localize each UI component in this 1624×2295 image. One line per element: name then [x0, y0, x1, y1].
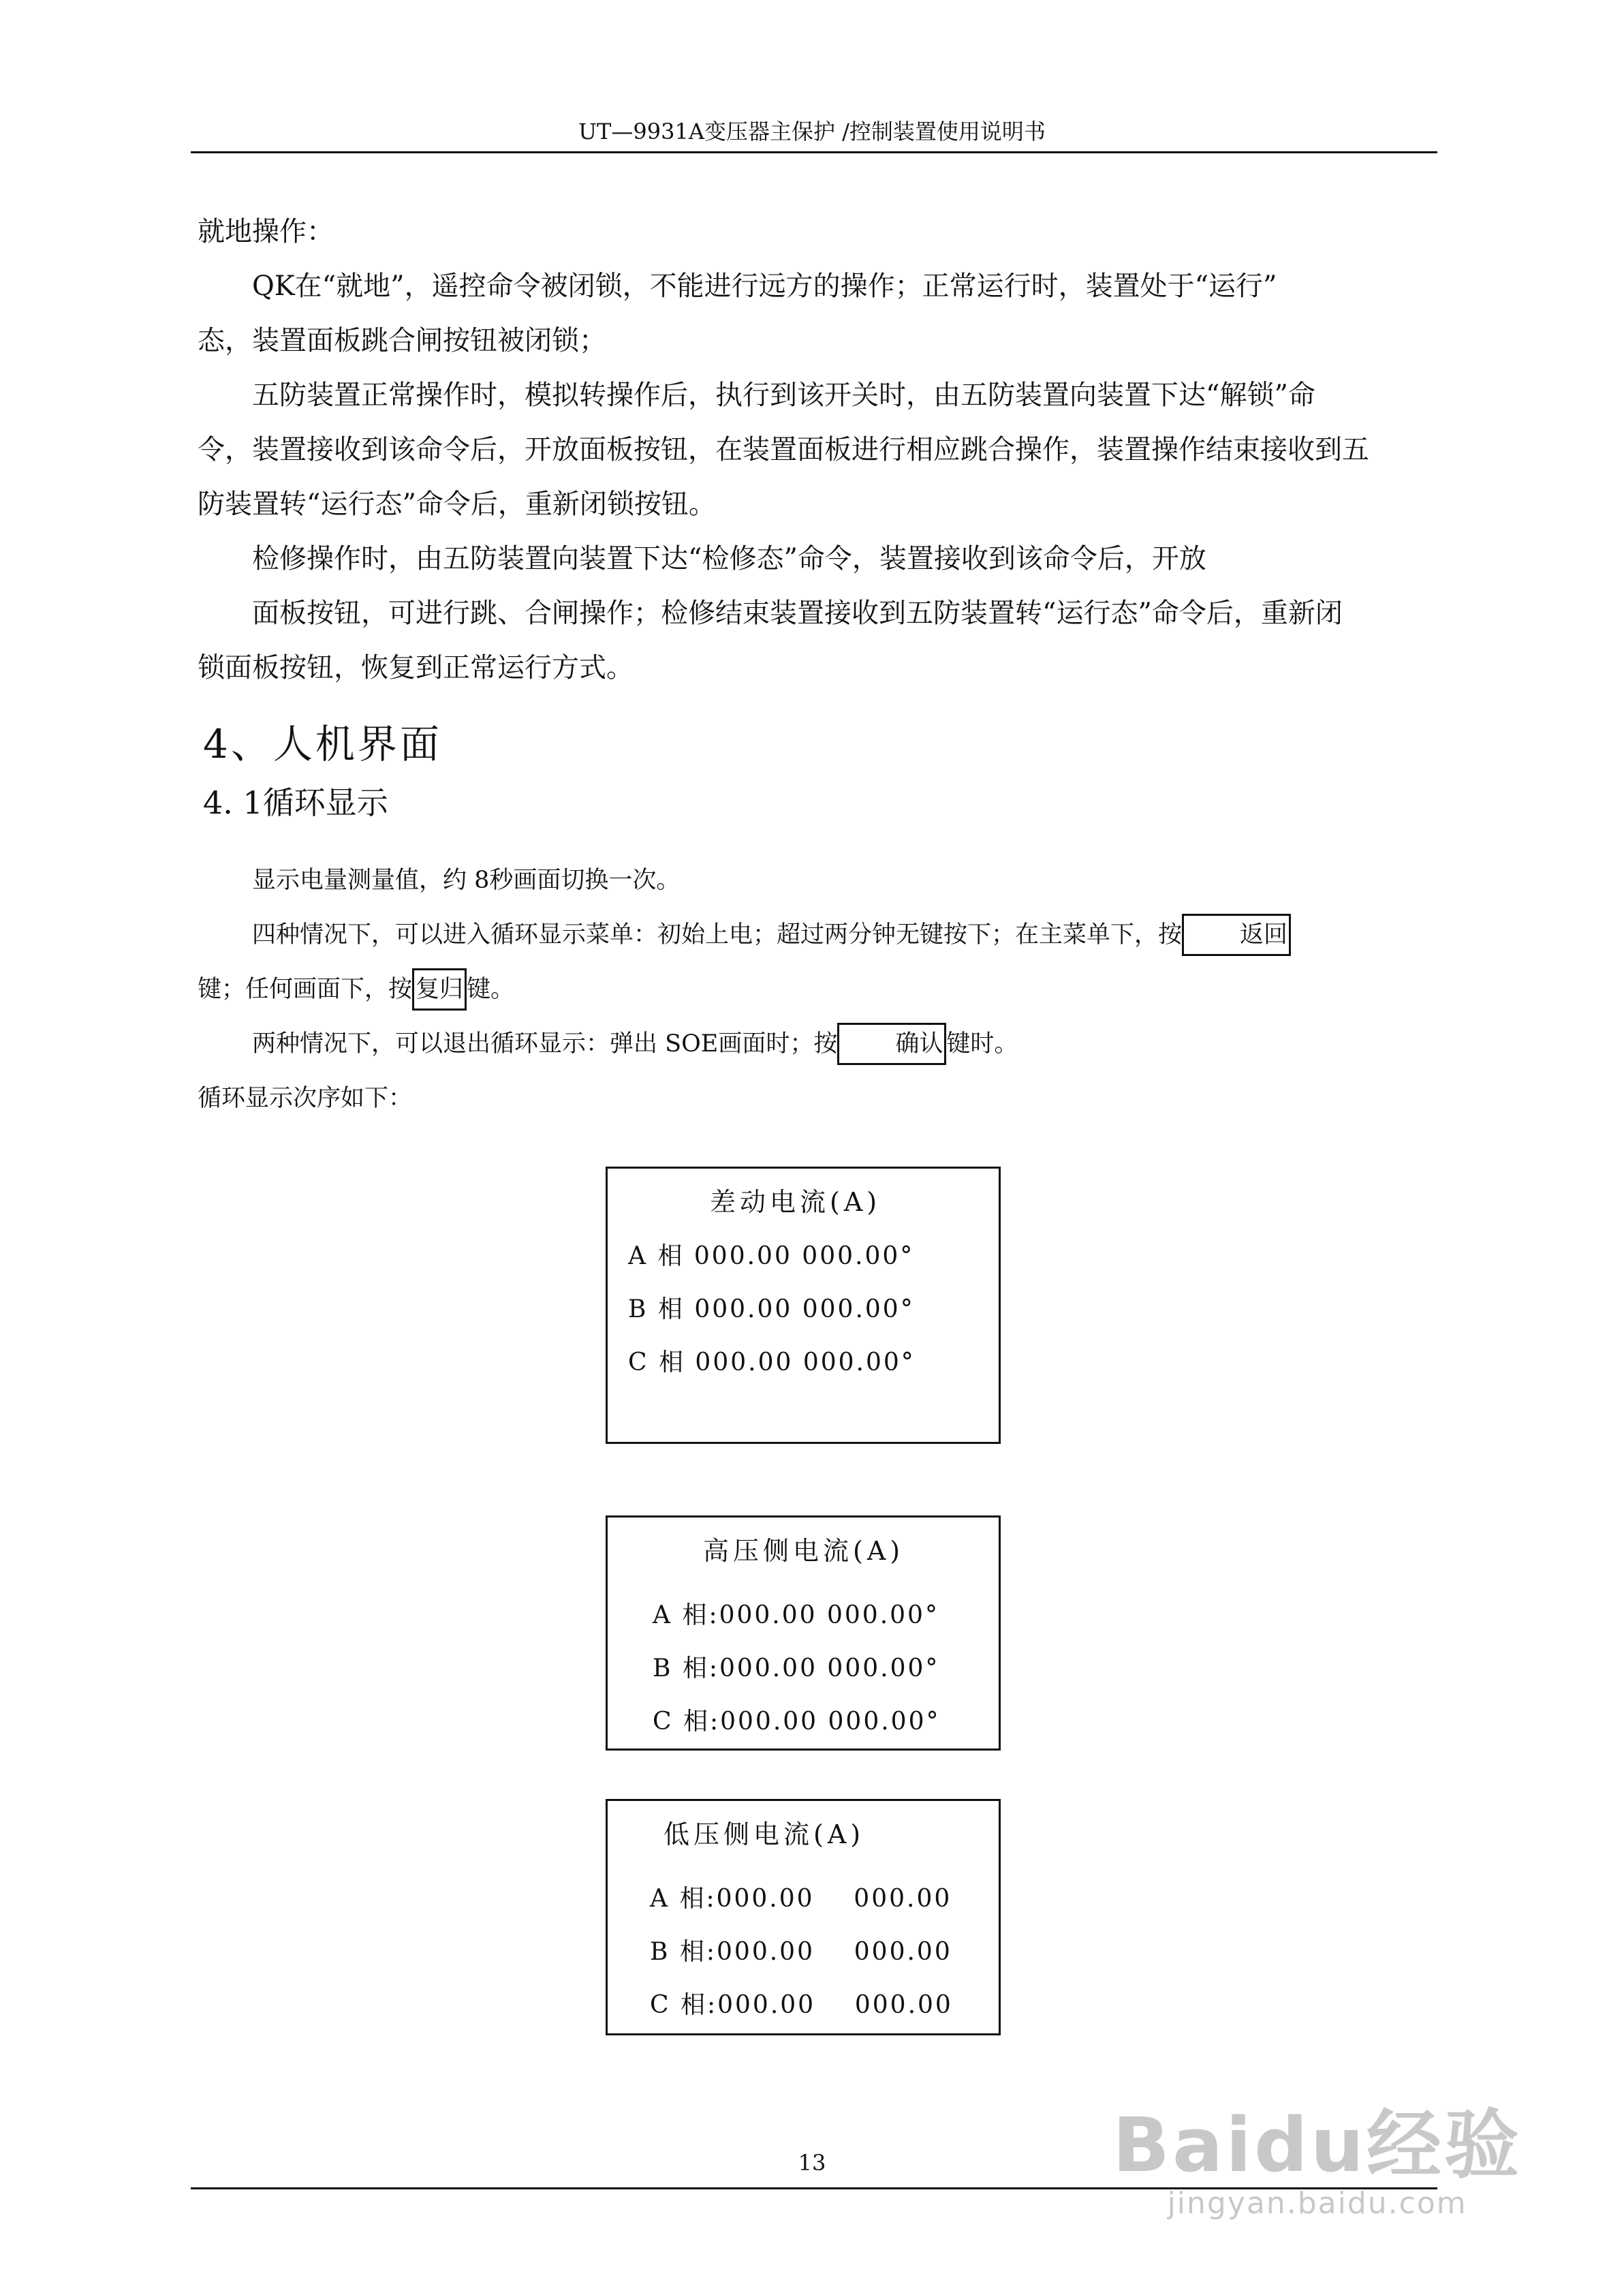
cycle-enter-text-b: 键；任何画面下，按 — [198, 976, 413, 1003]
reset-key-label: 复归 — [412, 968, 467, 1011]
screen-title: 低压侧电流(A) — [663, 1819, 865, 1849]
screen-row-phase-b: B 相 000.00 000.00° — [628, 1295, 915, 1323]
watermark-url: jingyan.baidu.com — [1167, 2186, 1467, 2221]
screen-row-phase-c: C 相:000.00 000.00 — [650, 1991, 953, 2019]
paragraph-qk-line1: QK在“就地”，遥控命令被闭锁，不能进行远方的操作；正常运行时，装置处于“运行” — [252, 271, 1277, 302]
paragraph-wufang-line3: 防装置转“运行态”命令后，重新闭锁按钮。 — [198, 489, 716, 520]
baidu-jingyan-watermark — [1112, 2085, 1522, 2221]
screen-row-phase-a: A 相:000.00 000.00 — [650, 1885, 952, 1913]
screen-row-phase-b: B 相:000.00 000.00° — [653, 1654, 940, 1682]
paragraph-maintenance-line1: 检修操作时，由五防装置向装置下达“检修态”命令，装置接收到该命令后，开放 — [252, 543, 1206, 574]
watermark-brand: Baidu经验 — [1112, 2101, 1522, 2189]
differential-current-screen — [606, 1167, 1001, 1444]
cycle-display-section — [198, 853, 1437, 1126]
cycle-enter-text-a: 四种情况下，可以进入循环显示菜单：初始上电；超过两分钟无键按下；在主菜单下，按 — [252, 921, 1183, 949]
screen-title: 差动电流(A) — [710, 1187, 881, 1217]
screen-row-phase-a: A 相:000.00 000.00° — [653, 1601, 939, 1629]
cycle-paragraph-exit — [198, 1017, 1437, 1071]
confirm-key-label: 确认 — [837, 1023, 946, 1065]
section-4-1-heading: 4. 1循环显示 — [203, 784, 388, 821]
header-rule — [191, 151, 1437, 153]
page-number: 13 — [798, 2150, 826, 2176]
cycle-paragraph-enter-line2 — [198, 962, 1437, 1017]
paragraph-wufang-line2: 令，装置接收到该命令后，开放面板按钮，在装置面板进行相应跳合操作，装置操作结束接收到五 — [198, 434, 1369, 465]
cycle-exit-text-a: 两种情况下，可以退出循环显示：弹出 SOE画面时；按 — [252, 1030, 838, 1058]
cycle-paragraph-enter-line1 — [198, 908, 1437, 962]
screen-row-phase-c: C 相 000.00 000.00° — [628, 1349, 916, 1376]
cycle-order-label: 循环显示次序如下： — [198, 1085, 413, 1112]
paragraph-qk-line2: 态，装置面板跳合闸按钮被闭锁； — [198, 325, 606, 356]
paragraph-maintenance-line3: 锁面板按钮，恢复到正常运行方式。 — [198, 652, 634, 683]
screen-row-phase-a: A 相 000.00 000.00° — [628, 1242, 915, 1270]
cycle-exit-text-b: 键时。 — [946, 1030, 1018, 1058]
local-operation-section — [198, 204, 1437, 695]
paragraph-wufang-line1: 五防装置正常操作时，模拟转操作后，执行到该开关时，由五防装置向装置下达“解锁”命 — [252, 380, 1315, 411]
screen-row-phase-b: B 相:000.00 000.00 — [650, 1938, 952, 1966]
high-voltage-current-screen — [606, 1515, 1001, 1751]
cycle-enter-text-c: 键。 — [467, 976, 515, 1003]
screen-title: 高压侧电流(A) — [703, 1536, 905, 1566]
screen-row-phase-c: C 相:000.00 000.00° — [653, 1708, 941, 1736]
low-voltage-current-screen — [606, 1799, 1001, 2035]
section-4-heading: 4、人机界面 — [203, 721, 442, 767]
local-operation-label: 就地操作： — [198, 216, 334, 247]
cycle-paragraph-interval: 显示电量测量值，约 8秒画面切换一次。 — [252, 867, 681, 894]
document-header-title: UT—9931A变压器主保护 /控制装置使用说明书 — [578, 119, 1046, 144]
paragraph-maintenance-line2: 面板按钮，可进行跳、合闸操作；检修结束装置接收到五防装置转“运行态”命令后，重新闭 — [252, 598, 1343, 629]
return-key-label: 返回 — [1182, 914, 1291, 956]
